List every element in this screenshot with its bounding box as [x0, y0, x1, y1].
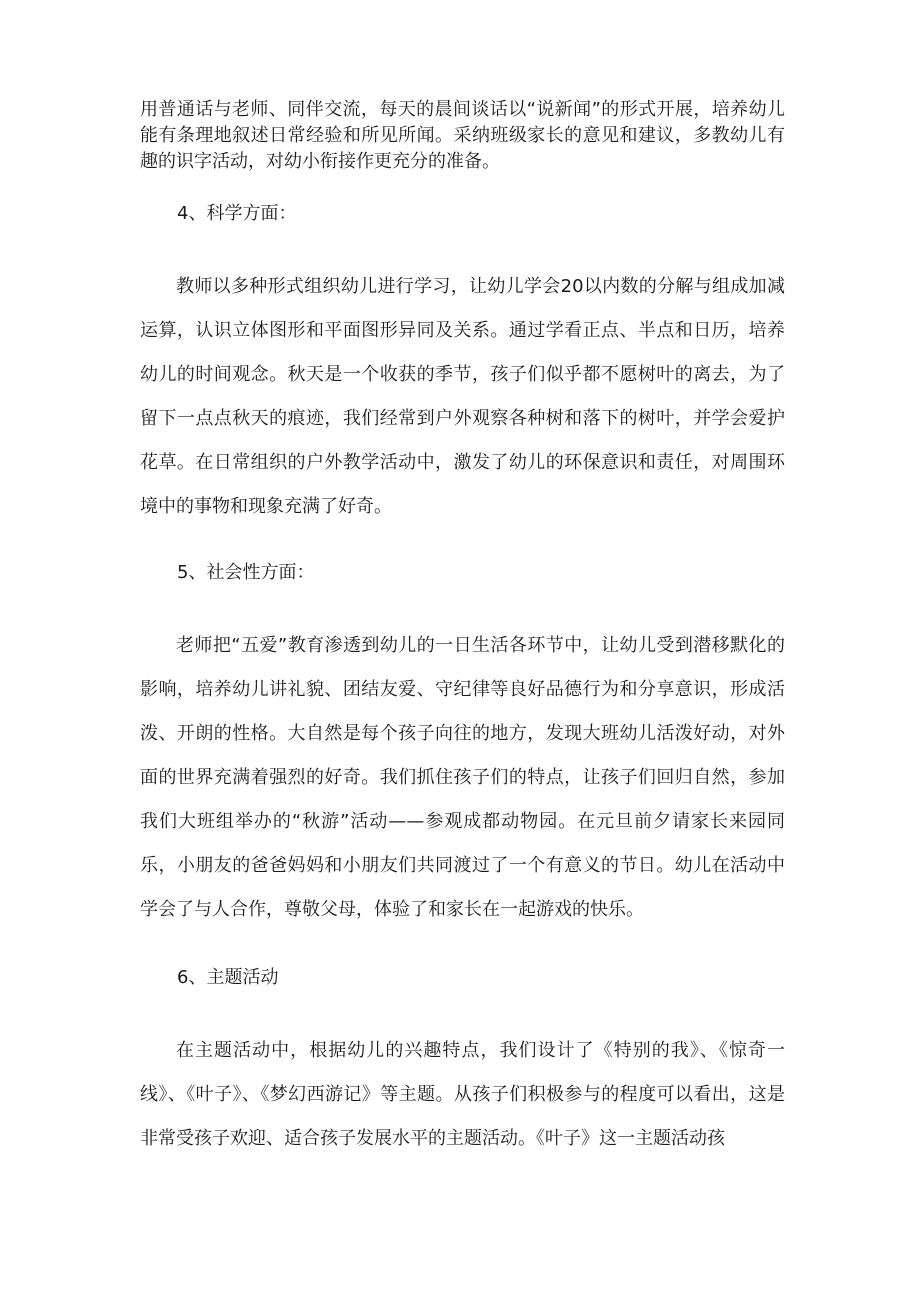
section-heading-science: 4、科学方面：: [177, 203, 297, 224]
paragraph-social: 老师把“五爱”教育渗透到幼儿的一日生活各环节中，让幼儿受到潜移默化的影响，培养幼儿讲礼貌、团结友爱、守纪律等良好品德行为和分享意识，形成活泼、开朗的性格。大自然是每个孩子向往的地方，发现大班幼儿活泼好动，对外面的世界充满着强烈的好奇。我们抓住孩子们的特点，让孩子们回归自然，参加我们大班组举办的“秋游”活动——参观成都动物园。在元旦前夕请家长来园同乐，小朋友的爸爸妈妈和小朋友们共同渡过了一个有意义的节日。幼儿在活动中学会了与人合作，尊敬父母，体验了和家长在一起游戏的快乐。: [140, 635, 785, 920]
section-heading-theme: 6、主题活动: [177, 967, 279, 988]
paragraph-theme: 在主题活动中，根据幼儿的兴趣特点，我们设计了《特别的我》、《惊奇一线》、《叶子》、《梦幻西游记》等主题。从孩子们积极参与的程度可以看出，这是非常受孩子欢迎、适合孩子发展水平的主题活动。《叶子》这一主题活动孩: [140, 1040, 785, 1149]
paragraph-science: 教师以多种形式组织幼儿进行学习，让幼儿学会20以内数的分解与组成加减运算，认识立体图形和平面图形异同及关系。通过学看正点、半点和日历，培养幼儿的时间观念。秋天是一个收获的季节，孩子们似乎都不愿树叶的离去，为了留下一点点秋天的痕迹，我们经常到户外观察各种树和落下的树叶，并学会爱护花草。在日常组织的户外教学活动中，激发了幼儿的环保意识和责任，对周围环境中的事物和现象充满了好奇。: [140, 276, 785, 517]
section-heading-social: 5、社会性方面：: [177, 562, 315, 583]
paragraph-language-continued: 用普通话与老师、同伴交流，每天的晨间谈话以“说新闻”的形式开展，培养幼儿能有条理地叙述日常经验和所见所闻。采纳班级家长的意见和建议，多教幼儿有趣的识字活动，对幼小衔接作更充分的准备。: [140, 99, 785, 172]
